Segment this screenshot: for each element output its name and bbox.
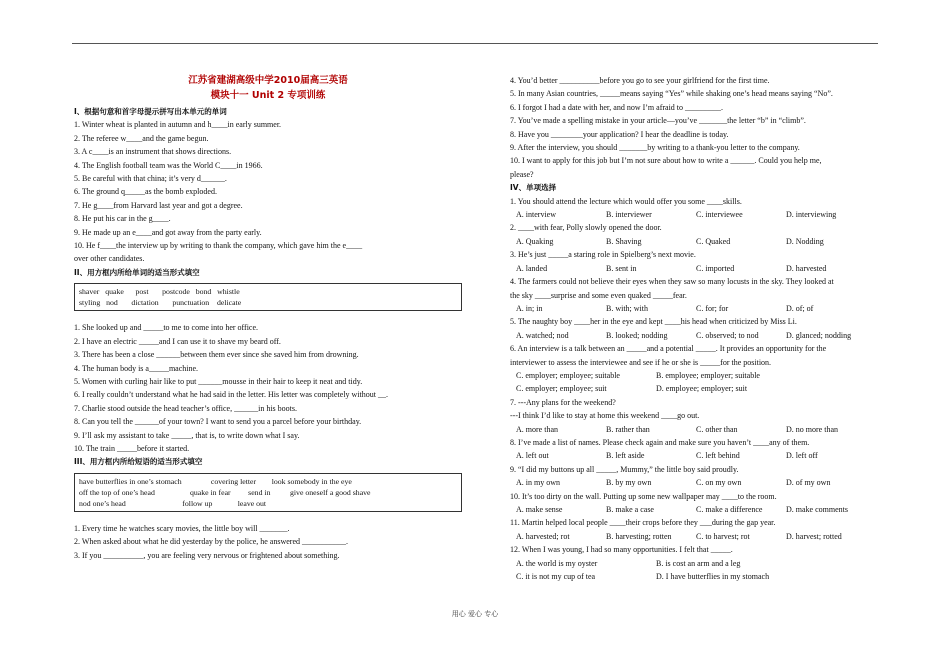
exercise-item: 5. Be careful with that china; it’s very d______. [74, 174, 227, 184]
answer-option[interactable]: A. left out [516, 451, 549, 461]
exercise-item: 3. A c____is an instrument that shows directions. [74, 147, 232, 157]
exercise-item: 4. The English football team was the World C____in 1966. [74, 160, 263, 170]
answer-option[interactable]: B. is cost an arm and a leg [656, 558, 741, 568]
question-stem: 2. ____with fear, Polly slowly opened the door. [510, 223, 662, 233]
word-box-row: shaver quake post postcode bond whistle [79, 287, 240, 297]
section-2-heading: II、用方框内所给单词的适当形式填空 [74, 267, 200, 277]
answer-option[interactable]: D. employee; employer; suit [656, 384, 748, 394]
answer-option[interactable]: B. harvesting; rotten [606, 531, 672, 541]
exercise-item: 10. The train _____before it started. [74, 443, 190, 453]
answer-option[interactable]: A. harvested; rot [516, 531, 570, 541]
exercise-item: 3. There has been a close ______between them ever since she saved him from drowning. [74, 350, 359, 360]
answer-options [510, 530, 880, 543]
page-footer: 用心 爱心 专心 [451, 610, 499, 618]
answer-option[interactable]: D. Nodding [786, 236, 824, 246]
answer-option[interactable]: C. observed; to nod [696, 330, 759, 340]
answer-option[interactable]: B. Shaving [606, 236, 642, 246]
exercise-item: 9. I’ll ask my assistant to take _____, that is, to write down what I say. [74, 430, 300, 440]
exercise-item: 9. After the interview, you should _______by writing to a thank-you letter to the company. [510, 143, 800, 153]
question-stem: 6. An interview is a talk between an _____and a potential _____. It provides an opportunity for the [510, 344, 827, 354]
answer-option[interactable]: C. make a difference [696, 505, 763, 514]
answer-option[interactable]: C. other than [696, 424, 738, 434]
answer-options [510, 382, 880, 395]
header-rule [72, 43, 878, 44]
answer-options [510, 262, 880, 275]
answer-option[interactable]: B. by my own [606, 478, 652, 488]
phrase-box-row: nod one’s head follow up leave out [79, 498, 267, 508]
question-stem: 5. The naughty boy ____her in the eye and kept ____his head when criticized by Miss Li. [510, 317, 797, 327]
answer-options [510, 235, 880, 248]
answer-options [510, 476, 880, 489]
answer-options [510, 208, 880, 221]
answer-option[interactable]: A. in my own [516, 478, 560, 488]
answer-option[interactable]: A. the world is my oyster [516, 558, 598, 568]
question-stem: 9. “I did my buttons up all _____, Mummy,” the little boy said proudly. [510, 464, 739, 474]
exercise-item: 9. He made up an e____and got away from the party early. [74, 227, 262, 237]
question-stem: 1. You should attend the lecture which would offer you some ____skills. [510, 196, 742, 206]
exercise-item: 6. I really couldn’t understand what he had said in the letter. His letter was completely without __. [74, 390, 388, 400]
phrase-box-row: have butterflies in one’s stomach covering letter look somebody in the eye [79, 476, 352, 486]
answer-options [510, 557, 880, 570]
answer-option[interactable]: D. I have butterflies in my stomach [656, 572, 770, 582]
answer-option[interactable]: D. make comments [786, 505, 848, 514]
answer-option[interactable]: B. sent in [606, 263, 637, 273]
answer-option[interactable]: B. interviewer [606, 210, 652, 220]
answer-option[interactable]: C. imported [696, 263, 735, 273]
answer-option[interactable]: A. in; in [516, 303, 543, 313]
exercise-item: 1. She looked up and _____to me to come into her office. [74, 323, 259, 333]
exercise-item: please? [510, 169, 534, 179]
answer-option[interactable]: D. harvest; rotted [786, 531, 842, 541]
answer-option[interactable]: D. no more than [786, 424, 838, 434]
left-column [74, 74, 462, 562]
question-stem: 11. Martin helped local people ____their crops before they ___during the gap year. [510, 518, 776, 528]
question-stem: 3. He’s just _____a staring role in Spielberg’s next movie. [510, 250, 696, 260]
answer-option[interactable]: D. of my own [786, 478, 831, 488]
section-3-heading: III、用方框内所给短语的适当形式填空 [74, 457, 203, 467]
answer-options [510, 570, 880, 583]
answer-option[interactable]: B. with; with [606, 303, 649, 313]
document-subtitle: 模块十一 Unit 2 专项训练 [210, 90, 326, 101]
answer-option[interactable]: A. interview [516, 210, 556, 220]
right-column [510, 74, 880, 583]
exercise-item: 4. You’d better __________before you go to see your girlfriend for the first time. [510, 76, 770, 85]
section-3-items [74, 522, 462, 562]
phrase-box-row: off the top of one’s head quake in fear send in give oneself a good shave [79, 487, 371, 497]
question-stem: ---I think I’d like to stay at home this weekend ____go out. [510, 411, 700, 421]
answer-option[interactable]: D. harvested [786, 263, 827, 273]
section-4-questions [510, 195, 880, 584]
section-1-heading: I、根据句意和首字母提示拼写出本单元的单词 [74, 107, 227, 116]
answer-option[interactable]: C. left behind [696, 451, 740, 461]
answer-option[interactable]: A. Quaking [516, 236, 554, 246]
answer-options [510, 503, 880, 516]
exercise-item: 5. Women with curling hair like to put ______mousse in their hair to keep it neat and tidy. [74, 376, 363, 386]
answer-option[interactable]: B. rather than [606, 424, 650, 434]
answer-options [510, 423, 880, 436]
answer-option[interactable]: B. make a case [606, 505, 654, 514]
answer-option[interactable]: B. employee; employer; suitable [656, 370, 760, 380]
question-stem: 7. ---Any plans for the weekend? [510, 397, 616, 407]
exercise-item: 7. You’ve made a spelling mistake in your article—you’ve _______the letter “b” in “climb”. [510, 116, 806, 126]
answer-option[interactable]: C. interviewee [696, 210, 743, 220]
answer-option[interactable]: A. make sense [516, 505, 563, 514]
word-box [74, 283, 462, 311]
answer-option[interactable]: D. glanced; nodding [786, 330, 852, 340]
exercise-item: 5. In many Asian countries, _____means saying “Yes” while shaking one’s head means saying “No”. [510, 89, 833, 99]
answer-option[interactable]: C. to harvest; rot [696, 531, 750, 541]
phrase-box [74, 473, 462, 512]
question-stem: interviewer to assess the interviewee and see if he or she is _____for the position. [510, 357, 772, 367]
exercise-item: 7. He g____from Harvard last year and got a degree. [74, 200, 243, 210]
answer-option[interactable]: A. watched; nod [516, 330, 569, 340]
exercise-item: 1. Winter wheat is planted in autumn and h____in early summer. [74, 120, 282, 130]
answer-option[interactable]: C. employer; employee; suit [516, 384, 607, 394]
question-stem: 4. The farmers could not believe their eyes when they saw so many locusts in the sky. They looked at [510, 277, 834, 287]
question-stem: 8. I’ve made a list of names. Please check again and make sure you haven’t ____any of them. [510, 437, 810, 447]
exercise-item: 8. Have you ________your application? I hear the deadline is today. [510, 129, 729, 139]
answer-option[interactable]: C. for; for [696, 303, 729, 313]
answer-option[interactable]: A. landed [516, 263, 548, 273]
answer-option[interactable]: D. of; of [786, 303, 814, 313]
exercise-item: 2. When asked about what he did yesterday by the police, he answered ___________. [74, 537, 348, 547]
exercise-item: 10. He f____the interview up by writing to thank the company, which gave him the e____ [74, 241, 363, 251]
answer-option[interactable]: C. employer; employee; suitable [516, 370, 620, 380]
answer-options [510, 369, 880, 382]
answer-option[interactable]: D. interviewing [786, 210, 837, 220]
answer-options [510, 302, 880, 315]
word-box-row: styling nod dictation punctuation delicate [79, 298, 242, 308]
section-2-items [74, 321, 462, 455]
exercise-item: over other candidates. [74, 254, 145, 264]
exercise-item: 1. Every time he watches scary movies, the little boy will _______. [74, 523, 290, 533]
exercise-item: 8. Can you tell the ______of your town? I want to send you a parcel before your birthday. [74, 417, 362, 427]
section-3-continued-items [510, 74, 880, 181]
answer-option[interactable]: C. it is not my cup of tea [516, 572, 596, 582]
exercise-item: 6. The ground q_____as the bomb exploded. [74, 187, 217, 197]
answer-option[interactable]: D. left off [786, 451, 818, 461]
answer-option[interactable]: B. looked; nodding [606, 330, 668, 340]
exercise-item: 10. I want to apply for this job but I’m not sure about how to write a ______. Could you help me, [510, 156, 822, 166]
answer-options [510, 329, 880, 342]
answer-option[interactable]: C. Quaked [696, 236, 731, 246]
exercise-item: 8. He put his car in the g____. [74, 214, 171, 224]
answer-option[interactable]: B. left aside [606, 451, 645, 461]
section-1-items [74, 118, 462, 265]
exercise-item: 7. Charlie stood outside the head teacher’s office, ______in his boots. [74, 403, 297, 413]
answer-option[interactable]: A. more than [516, 424, 558, 434]
exercise-item: 6. I forgot I had a date with her, and now I’m afraid to _________. [510, 102, 724, 112]
document-title: 江苏省建湖高级中学2010届高三英语 [188, 75, 348, 86]
exercise-item: 4. The human body is a_____machine. [74, 363, 199, 373]
question-stem: the sky ____surprise and some even quaked _____fear. [510, 290, 687, 300]
question-stem: 10. It’s too dirty on the wall. Putting up some new wallpaper may ____to the room. [510, 491, 777, 501]
question-stem: 12. When I was young, I had so many opportunities. I felt that _____. [510, 545, 733, 555]
exercise-item: 2. I have an electric _____and I can use it to shave my beard off. [74, 336, 281, 346]
answer-options [510, 449, 880, 462]
section-4-heading: IV、单项选择 [510, 183, 557, 193]
answer-option[interactable]: C. on my own [696, 478, 742, 488]
exercise-item: 3. If you __________, you are feeling very nervous or frightened about something. [74, 550, 340, 560]
exercise-item: 2. The referee w____and the game begun. [74, 133, 209, 143]
